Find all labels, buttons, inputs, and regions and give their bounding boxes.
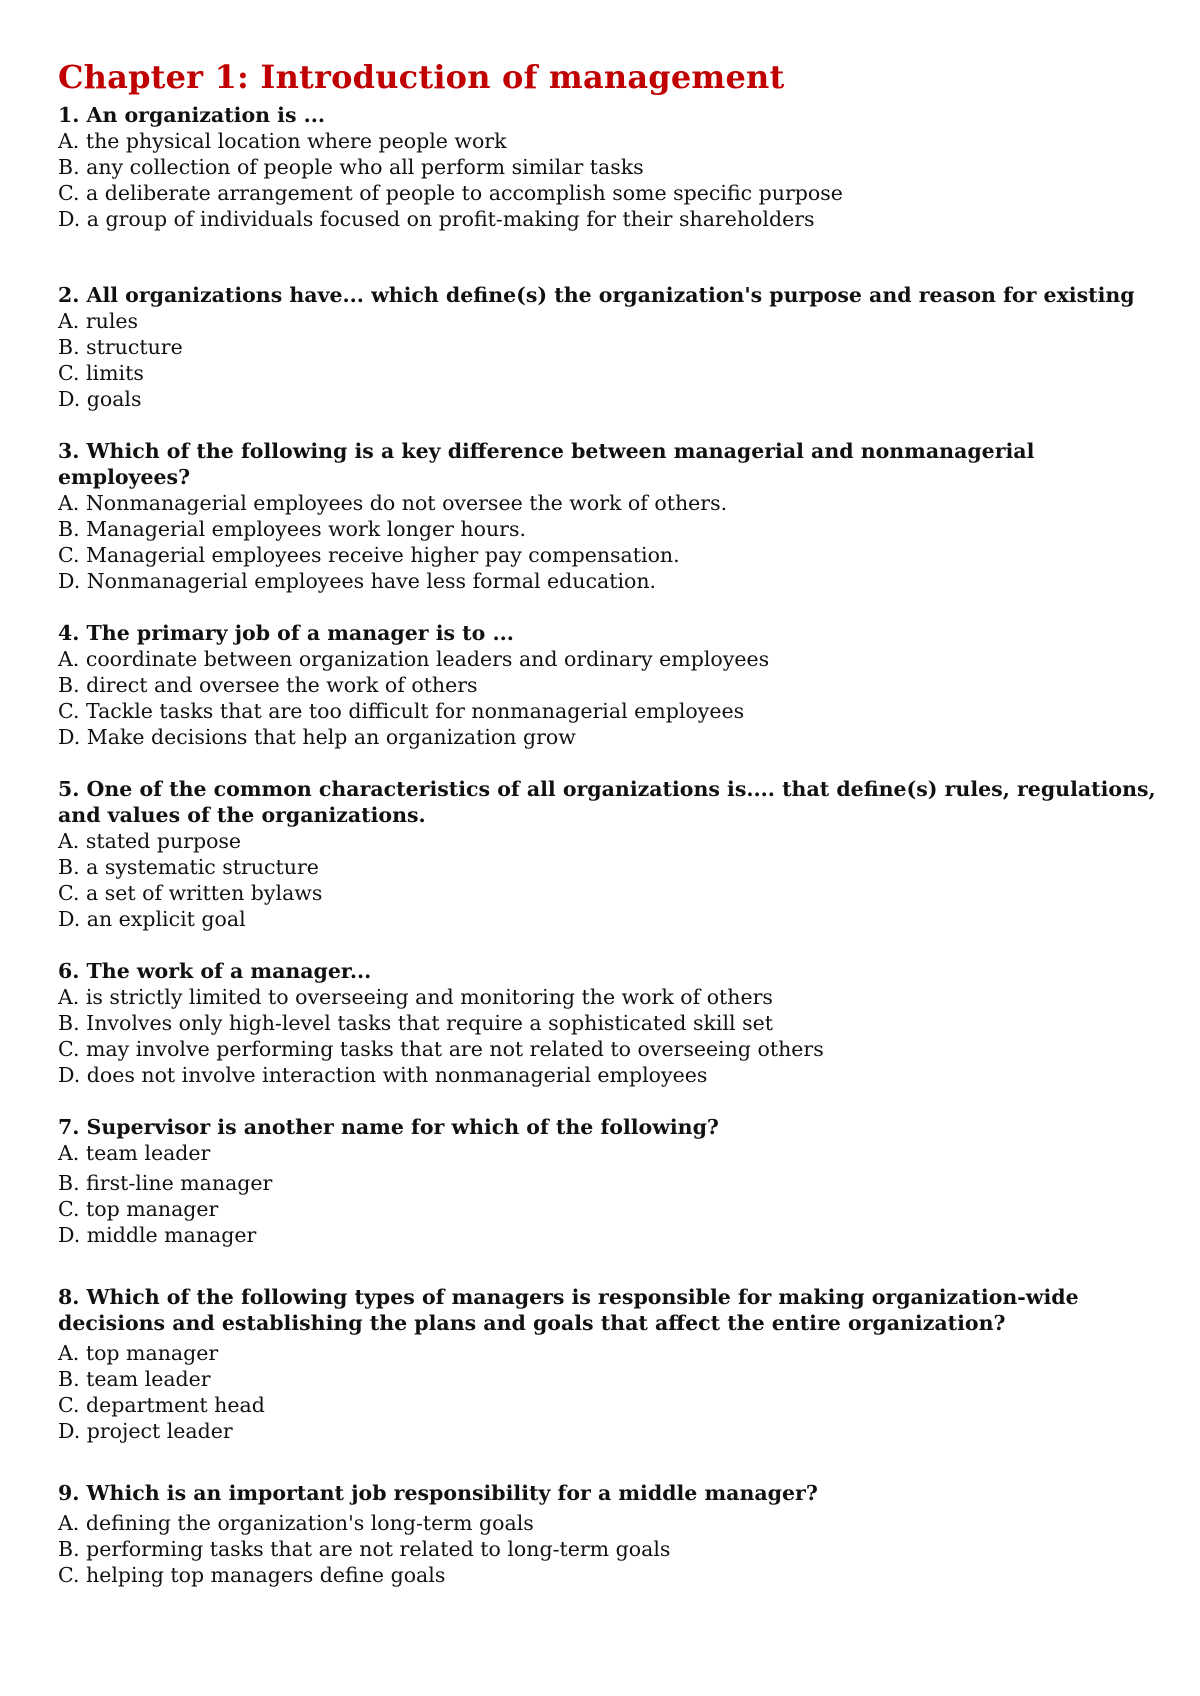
option-b: B. direct and oversee the work of others	[58, 673, 478, 697]
option-b: B. any collection of people who all perform similar tasks	[58, 155, 644, 179]
question-5	[58, 776, 1158, 932]
option-b: B. team leader	[58, 1367, 211, 1391]
question-3	[58, 438, 1158, 594]
question-2	[58, 282, 1158, 412]
question-text: 7. Supervisor is another name for which of the following?	[58, 1115, 719, 1139]
question-4	[58, 620, 1158, 750]
option-c: C. department head	[58, 1393, 265, 1417]
option-a: A. rules	[58, 309, 139, 333]
option-a: A. top manager	[58, 1341, 219, 1365]
option-b: B. performing tasks that are not related to long-term goals	[58, 1537, 671, 1561]
option-a: A. the physical location where people work	[58, 129, 507, 153]
option-c: C. a set of written bylaws	[58, 881, 323, 905]
option-c: C. Tackle tasks that are too difficult for nonmanagerial employees	[58, 699, 745, 723]
option-b: B. Managerial employees work longer hours.	[58, 517, 526, 541]
question-text: 2. All organizations have... which define(s) the organization's purpose and reason for existing	[58, 283, 1135, 307]
question-text: 3. Which of the following is a key difference between managerial and nonmanagerial employees?	[58, 439, 1035, 489]
question-8	[58, 1284, 1158, 1444]
document-page	[58, 52, 1158, 1588]
question-text: 1. An organization is ...	[58, 103, 326, 127]
option-a: A. defining the organization's long-term goals	[58, 1511, 534, 1535]
option-b: B. first-line manager	[58, 1171, 273, 1195]
option-c: C. a deliberate arrangement of people to accomplish some specific purpose	[58, 181, 843, 205]
chapter-title: Chapter 1: Introduction of management	[58, 58, 785, 96]
option-c: C. helping top managers define goals	[58, 1563, 446, 1587]
question-1	[58, 102, 1158, 232]
option-d: D. an explicit goal	[58, 907, 246, 931]
question-text: 5. One of the common characteristics of all organizations is.... that define(s) rules, regulations, and values of the organizations.	[58, 777, 1156, 827]
option-b: B. Involves only high-level tasks that require a sophisticated skill set	[58, 1011, 773, 1035]
question-text: 9. Which is an important job responsibility for a middle manager?	[58, 1481, 818, 1505]
option-d: D. goals	[58, 387, 142, 411]
option-a: A. is strictly limited to overseeing and monitoring the work of others	[58, 985, 773, 1009]
question-text: 6. The work of a manager...	[58, 959, 372, 983]
question-9	[58, 1480, 1158, 1588]
option-c: C. may involve performing tasks that are not related to overseeing others	[58, 1037, 824, 1061]
question-7	[58, 1114, 1158, 1248]
question-6	[58, 958, 1158, 1088]
question-text: 4. The primary job of a manager is to ...	[58, 621, 514, 645]
option-d: D. Nonmanagerial employees have less formal education.	[58, 569, 657, 593]
option-b: B. a systematic structure	[58, 855, 319, 879]
option-d: D. middle manager	[58, 1223, 257, 1247]
option-b: B. structure	[58, 335, 183, 359]
question-text: 8. Which of the following types of managers is responsible for making organization-wide decisions and establishing the plans and goals that affect the entire organization?	[58, 1285, 1079, 1335]
option-d: D. does not involve interaction with nonmanagerial employees	[58, 1063, 708, 1087]
option-d: D. Make decisions that help an organization grow	[58, 725, 576, 749]
option-a: A. team leader	[58, 1141, 211, 1165]
option-d: D. a group of individuals focused on profit-making for their shareholders	[58, 207, 815, 231]
option-a: A. Nonmanagerial employees do not oversee the work of others.	[58, 491, 728, 515]
option-c: C. top manager	[58, 1197, 219, 1221]
option-a: A. coordinate between organization leaders and ordinary employees	[58, 647, 770, 671]
option-c: C. limits	[58, 361, 144, 385]
option-c: C. Managerial employees receive higher pay compensation.	[58, 543, 680, 567]
option-a: A. stated purpose	[58, 829, 242, 853]
option-d: D. project leader	[58, 1419, 233, 1443]
